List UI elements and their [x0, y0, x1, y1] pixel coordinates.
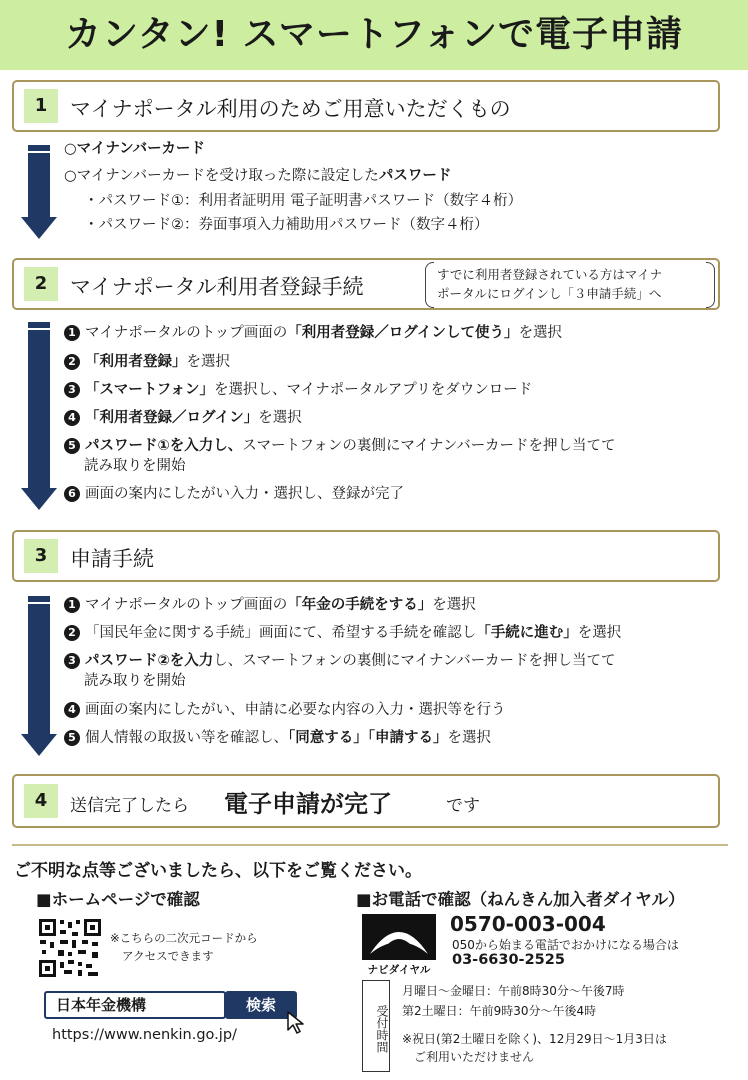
step-1-number: 1 — [24, 89, 58, 123]
step-3-item-2: 2 「国民年金に関する手続」画面にて、希望する手続を確認し「手続に進む」を選択 — [64, 623, 621, 643]
navi-logo-text: ナビダイヤル — [367, 964, 431, 976]
step-2-item-4: 4 「利用者登録／ログイン」を選択 — [64, 408, 302, 428]
step-1-arrow — [21, 145, 57, 239]
step-3-item-1: 1 マイナポータルのトップ画面の「年金の手続をする」を選択 — [64, 595, 476, 615]
step-2-arrow — [21, 322, 57, 510]
step-3-item-4: 4 画面の案内にしたがい、申請に必要な内容の入力・選択等を行う — [64, 700, 506, 720]
hours-weekday: 月曜日～金曜日：午前8時30分～午後7時 — [402, 984, 625, 998]
phone-main[interactable]: 0570-003-004 — [450, 912, 606, 936]
step-4-main: 電子申請が完了 — [224, 790, 392, 818]
step-4-number: 4 — [24, 784, 58, 818]
step-2-note-line-2: ポータルにログインし「３申請手続」へ — [437, 286, 662, 301]
step-2-item-5-cont: 読み取りを開始 — [84, 458, 186, 474]
phone-heading: ■お電話で確認（ねんきん加入者ダイヤル） — [356, 890, 685, 909]
step-2-item-2: 2 「利用者登録」を選択 — [64, 352, 230, 372]
step-1-header — [12, 80, 720, 132]
step-1-line-4: ・パスワード②：券面事項入力補助用パスワード（数字４桁） — [84, 217, 489, 233]
step-1-line-3: ・パスワード①：利用者証明用 電子証明書パスワード（数字４桁） — [84, 193, 523, 209]
step-3-header — [12, 530, 720, 582]
step-3-item-3: 3 パスワード②を入力し、スマートフォンの裏側にマイナンバーカードを押し当てて — [64, 651, 616, 671]
web-heading: ■ホームページで確認 — [36, 890, 200, 909]
step-3-arrow — [21, 596, 57, 756]
holiday-note-line-1: ※祝日(第2土曜日を除く)、12月29日～1月3日は — [402, 1032, 667, 1046]
section-divider — [12, 844, 728, 846]
phone-note: 050から始まる電話でおかけになる場合は — [452, 938, 679, 952]
hours-saturday: 第2土曜日：午前9時30分～午後4時 — [402, 1004, 597, 1018]
step-2-number: 2 — [24, 267, 58, 301]
step-4-post: です — [446, 796, 480, 816]
step-2-item-1: 1 マイナポータルのトップ画面の「利用者登録／ログインして使う」を選択 — [64, 323, 562, 343]
step-2-note — [425, 262, 715, 306]
holiday-note-line-2: ご利用いただけません — [414, 1050, 535, 1064]
step-2-item-6: 6 画面の案内にしたがい入力・選択し、登録が完了 — [64, 484, 404, 504]
contact-heading: ご不明な点等ございましたら、以下をご覧ください。 — [14, 861, 422, 881]
qr-note-line-1: ※こちらの二次元コードから — [110, 931, 258, 945]
search-button[interactable]: 検索 — [225, 991, 297, 1019]
step-3-number: 3 — [24, 539, 58, 573]
step-2-label: マイナポータル利用者登録手続 — [70, 275, 364, 299]
reception-hours-label: 受付時間 — [362, 980, 390, 1072]
phone-alt[interactable]: 03-6630-2525 — [452, 952, 565, 968]
step-1-line-2: ○マイナンバーカードを受け取った際に設定したパスワード — [64, 168, 452, 184]
search-input[interactable]: 日本年金機構 — [44, 991, 226, 1019]
step-1-label: マイナポータル利用のためご用意いただくもの — [70, 97, 511, 121]
step-4-header — [12, 774, 720, 828]
page-title: カンタン! スマートフォンで電子申請 — [65, 14, 683, 55]
step-3-label: 申請手続 — [70, 547, 154, 571]
website-url[interactable]: https://www.nenkin.go.jp/ — [52, 1027, 237, 1043]
step-2-item-3: 3 「スマートフォン」を選択し、マイナポータルアプリをダウンロード — [64, 380, 532, 400]
qr-note-line-2: アクセスできます — [122, 949, 214, 963]
navi-dial-logo-icon — [362, 914, 436, 976]
cursor-icon — [285, 1010, 309, 1036]
step-2-note-line-1: すでに利用者登録されている方はマイナ — [437, 267, 663, 282]
step-2-item-5: 5 パスワード①を入力し、スマートフォンの裏側にマイナンバーカードを押し当てて — [64, 436, 616, 456]
step-1-line-1: ○マイナンバーカード — [64, 141, 205, 157]
step-3-item-3-cont: 読み取りを開始 — [84, 673, 186, 689]
step-3-item-5: 5 個人情報の取扱い等を確認し、「同意する」「申請する」を選択 — [64, 728, 491, 748]
qr-code-icon[interactable] — [38, 918, 102, 978]
step-4-pre: 送信完了したら — [70, 796, 189, 816]
